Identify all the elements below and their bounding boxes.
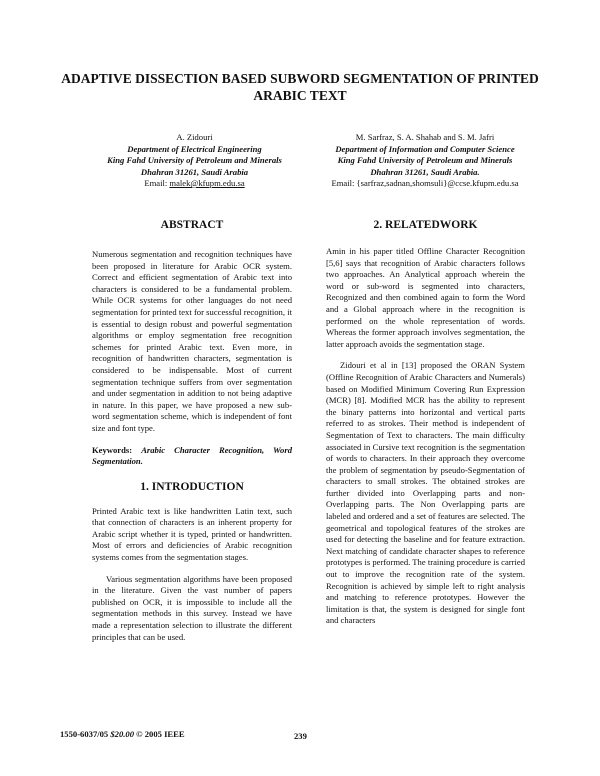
email-label: Email: [331,178,357,188]
author-name: A. Zidouri [176,132,213,142]
author-block-1 [92,132,297,190]
page-number: 239 [294,731,307,741]
author-email-link[interactable]: {sarfraz,sadnan,shomsuli}@ccse.kfupm.edu.sa [356,178,519,188]
author-university: King Fahd University of Petroleum and Minerals [107,155,282,165]
introduction-paragraph-1: Printed Arabic text is like handwritten Latin text, such that connection of characters is an inherent property for Arabic script whether it is typed, printed or handwritten. Most of errors and deficiencies of Arabic recognition systems comes from the segmentation stages. [92,505,292,563]
introduction-heading: 1. INTRODUCTION [140,480,244,493]
author-department: Department of Electrical Engineering [127,143,262,154]
paper-title: ADAPTIVE DISSECTION BASED SUBWORD SEGMENTATION OF PRINTED ARABIC TEXT [61,71,539,103]
keywords-text: Arabic Character Recognition, Word Segmentation. [92,444,292,467]
email-label: Email: [144,178,170,188]
author-email-line [300,178,550,190]
related-work-paragraph-2: Zidouri et al in [13] proposed the ORAN System (Offline Recognition of Arabic Characters and Numerals) based on Modified Minimum Covering Run Expression (MCR) [8]. Modified MCR has the ability to represent the binary patterns into horizontal and vertical parts referred to as strokes. Their method is independent of Segmentation of Text to characters. The main difficulty associated in Cursive text recognition is the segmentation of words to characters. In their approach they overcome the problem of segmentation by pseudo-Segmentation of characters to small strokes. The obtained strokes are further divided into Overlapping parts and non-Overlapping parts. The Non Overlapping parts are labeled and ordered and a set of features are selected. The geometrical and topological features of the strokes are used for detecting the baseline and for feature extraction. Next matching of candidate character shapes to reference prototypes is performed. The training procedure is carried out to improve the recognition rate of the system. Recognition is achieved by simple left to right analysis and matching to reference prototypes. However the limitation is that, the system is designed for single font and characters [326,360,525,626]
introduction-paragraph-2: Various segmentation algorithms have been proposed in the literature. Given the vast number of papers published on OCR, it is impossible to include all the segmentation methods in this survey. Instead we have made a representation selection to illustrate the different principles that can be used. [92,573,292,642]
footer-issn: 1550-6037/05 [60,729,111,739]
footer-price: $20.00 [110,729,135,739]
author-email-link[interactable]: malek@kfupm.edu.sa [169,178,245,188]
author-email-line [92,178,297,190]
author-department: Department of Information and Computer Science [335,143,515,154]
keywords-label: Keywords: [92,444,133,455]
footer-ieee: © 2005 IEEE [134,729,185,739]
related-work-paragraph-1: Amin in his paper titled Offline Character Recognition [5,6] says that recognition of Arabic characters follows two approaches. An Analytical approach wherein the word or sub-word is segmented into characters, Recognized and then combined again to form the Word and a Global approach where in the recognition is performed on the whole representation of words. Whereas the former approach involves segmentation, the latter approach avoids the segmentation stage. [326,246,525,349]
left-column [92,218,292,653]
author-university: King Fahd University of Petroleum and Minerals [337,155,513,165]
related-work-heading: 2. RELATEDWORK [373,219,478,231]
author-name: M. Sarfraz, S. A. Shahab and S. M. Jafri [355,132,495,142]
author-location: Dhahran 31261, Saudi Arabia. [370,166,480,177]
keywords [92,445,292,468]
right-column [326,218,525,637]
footer-copyright [60,729,185,739]
author-location: Dhahran 31261, Saudi Arabia [140,166,249,177]
abstract-heading: ABSTRACT [160,219,224,231]
abstract-text: Numerous segmentation and recognition techniques have been proposed in literature for Arabic OCR system. Correct and efficient segmentation of Arabic text into characters is considered to be a fundamental problem. While OCR systems for other languages do not need segmentation for printed text for successful recognition, it is essential to design robust and powerful segmentation algorithms or employ segmentation free recognition schemes for printed Arabic text. Even more, in recognition of handwritten characters, segmentation is considered to be indispensable. Most of current segmentation technique suffers from over segmentation and under segmentation in addition to not being adaptive in nature. In this paper, we have proposed a new sub-word segmentation scheme, which is independent of font size and font type. [92,249,292,433]
author-block-2 [300,132,550,190]
